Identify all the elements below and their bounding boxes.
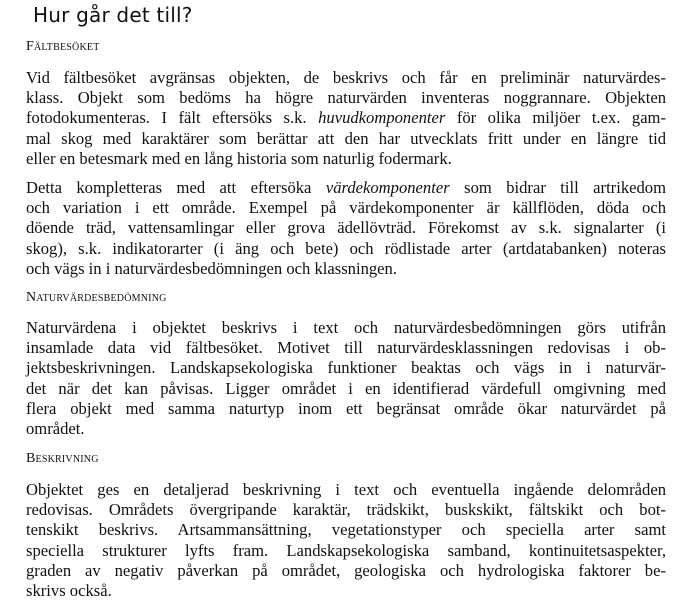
text-segment: Objektet ges en detaljerad beskrivning i text och eventuella ingående delområden [26,480,666,499]
text-segment: fotodokumenteras. I fält eftersöks s.k. [26,108,319,128]
section-heading-naturvardesbedomning: Naturvärdesbedömning [26,290,167,305]
text-line [26,419,666,439]
emphasized-term: värdekomponenter [325,178,450,197]
text-line [26,318,666,338]
text-segment: insamlade data vid fältbesöket. Motivet till naturvärdesklassningen redovisas i ob- [26,338,666,358]
text-segment: skog), s.k. indikatorarter (i äng och bete) och rödlistade arter (artdatabanken) noteras [26,238,666,258]
text-segment: flera objekt med samma naturtyp inom ett begränsat område ökar naturvärdet på [26,398,666,418]
text-segment: redovisas. Områdets övergripande karaktär, trädskikt, buskskikt, fältskikt och bot- [26,500,666,520]
section-heading-beskrivning: Beskrivning [26,451,99,466]
text-segment: klass. Objekt som bedöms ha högre naturvärden inventeras noggrannare. Objekten [26,88,666,108]
text-segment: Vid fältbesöket avgränsas objekten, de beskrivs och får en preliminär naturvärdes- [26,68,666,87]
paragraph-naturvardesbedomning [26,318,666,439]
text-line [26,358,666,378]
text-segment: döende träd, vattensamlingar eller grova ädellövträd. Förekomst av s.k. signalarter (i [26,218,666,238]
text-line [26,399,666,419]
text-line [26,178,666,198]
text-line [26,198,666,218]
text-segment: och vägs in i naturvärdesbedömningen och klassningen. [26,258,397,278]
text-line [26,541,666,561]
text-line [26,218,666,238]
text-segment: jektsbeskrivningen. Landskapsekologiska funktioner beaktas och vägs in i naturvär- [26,358,666,378]
text-line [26,520,666,540]
text-line [26,379,666,399]
text-segment: det när det kan påvisas. Ligger området i en identifierad värdefull omgivning med [26,378,666,398]
text-segment: graden av negativ påverkan på området, geologiska och hydrologiska faktorer be- [26,560,666,580]
text-segment: och variation i ett område. Exempel på värdekomponenter är källflöden, döda och [26,198,666,218]
text-segment: som bidrar till artrikedom [449,178,666,197]
text-line [26,129,666,149]
text-segment: eller en betesmark med en lång historia som naturlig fodermark. [26,148,452,168]
paragraph-faltbesoket-1 [26,68,666,169]
text-line [26,500,666,520]
text-line [26,581,666,601]
text-segment: speciella strukturer lyfts fram. Landskapsekologiska samband, kontinuitetsaspekter, [26,540,666,560]
text-segment: för olika miljöer t.ex. gam- [445,108,666,128]
paragraph-faltbesoket-2 [26,178,666,279]
text-line [26,561,666,581]
paragraph-beskrivning [26,480,666,601]
text-line [26,68,666,88]
text-line [26,338,666,358]
emphasized-term: huvudkomponenter [318,108,446,128]
text-line [26,259,666,279]
page-title: Hur går det till? [33,3,193,27]
text-segment: Detta kompletteras med att eftersöka [26,178,326,197]
text-line [26,239,666,259]
text-line [26,480,666,500]
text-segment: Naturvärdena i objektet beskrivs i text och naturvärdesbedömningen görs utifrån [26,318,666,337]
text-line [26,149,666,169]
section-heading-faltbesoket: Fältbesöket [26,39,100,54]
text-segment: mal skog med karaktärer som berättar att den har utvecklats fritt under en längre tid [26,128,666,148]
text-line [26,88,666,108]
text-segment: skrivs också. [26,581,112,601]
text-segment: området. [26,419,85,439]
text-line [26,108,666,128]
text-segment: tenskikt beskrivs. Artsammansättning, vegetationstyper och speciella arter samt [26,520,666,540]
